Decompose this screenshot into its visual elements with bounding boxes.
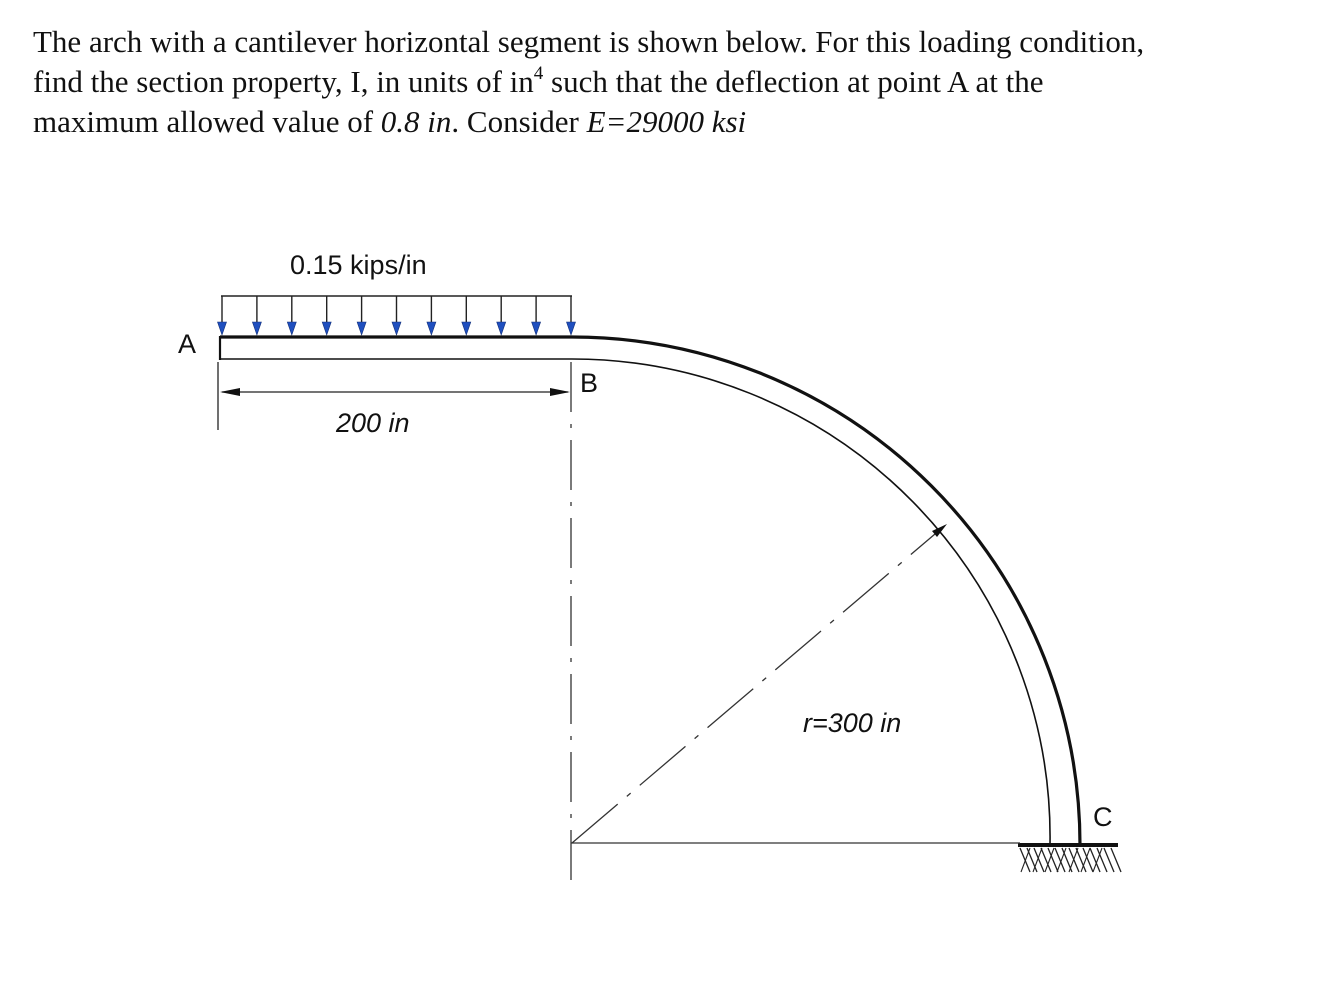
point-a-label: A: [178, 329, 197, 359]
load-arrow-head: [427, 322, 436, 335]
radius-line: [572, 534, 935, 843]
load-arrow-head: [287, 322, 296, 335]
load-arrow-head: [218, 322, 227, 335]
load-arrow-head: [357, 322, 366, 335]
problem-line-3a: maximum allowed value of: [33, 104, 381, 139]
radius-dimension: [572, 524, 947, 843]
arch-inner-edge: [572, 359, 1050, 845]
load-arrow-head: [532, 322, 541, 335]
load-arrow-head: [322, 322, 331, 335]
point-b-label: B: [580, 368, 599, 398]
support-hatching: [1020, 848, 1121, 872]
load-arrow-head: [567, 322, 576, 335]
elastic-modulus: E=29000 ksi: [586, 104, 747, 139]
radius-label: r=300 in: [803, 708, 902, 738]
problem-line-3b: . Consider: [451, 104, 587, 139]
load-arrow-head: [252, 322, 261, 335]
exponent-4: 4: [533, 63, 544, 84]
problem-line-1: The arch with a cantilever horizontal segment is shown below. For this loading condition,: [33, 24, 1145, 59]
dimension-arrow-left: [220, 388, 240, 396]
distributed-load: [218, 296, 576, 335]
load-arrow-head: [497, 322, 506, 335]
load-arrow-head: [462, 322, 471, 335]
load-arrows: [218, 296, 576, 335]
span-label: 200 in: [336, 408, 410, 438]
dimension-arrow-right: [550, 388, 570, 396]
deflection-limit: 0.8 in: [380, 104, 452, 139]
quarter-arch: [572, 337, 1080, 845]
load-arrow-head: [392, 322, 401, 335]
problem-line-2a: find the section property, I, in units of in: [33, 64, 534, 99]
arch-outer-edge: [572, 337, 1080, 845]
load-label: 0.15 kips/in: [290, 250, 427, 280]
fixed-support-c: [1018, 845, 1121, 872]
hatch-line: [1033, 848, 1042, 872]
cantilever-segment: [220, 336, 572, 360]
problem-line-2b: such that the deflection at point A at the: [543, 64, 1044, 99]
hatch-line: [1057, 848, 1066, 872]
point-c-label: C: [1093, 802, 1113, 832]
